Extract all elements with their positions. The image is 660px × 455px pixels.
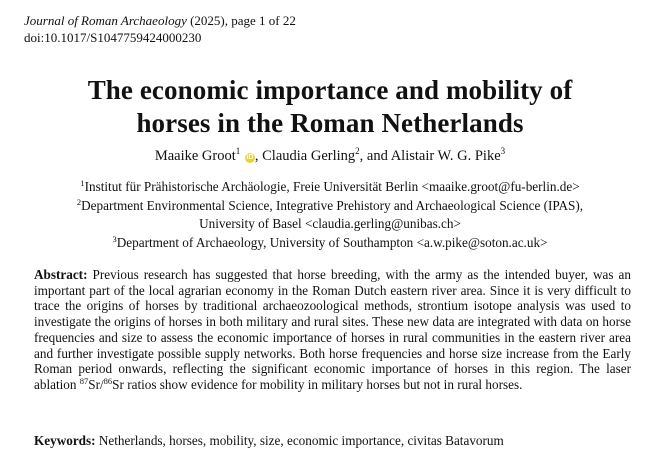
author-affil-number: 2 — [355, 146, 360, 156]
affiliation-number: 2 — [76, 196, 82, 207]
affiliation-line — [0, 197, 660, 216]
affiliation-number: 3 — [112, 233, 117, 244]
orcid-icon[interactable]: iD — [246, 154, 254, 161]
doi[interactable]: doi:10.1017/S1047759424000230 — [24, 30, 202, 45]
affiliation-line — [0, 215, 660, 234]
journal-header — [24, 12, 296, 46]
keywords-text: Netherlands, horses, mobility, size, economic importance, civitas Batavorum — [95, 433, 504, 448]
isotope-mass-number: 86 — [103, 375, 113, 386]
isotope-element: Sr — [112, 376, 124, 392]
title-line-2: horses in the Roman Netherlands — [136, 108, 524, 138]
author-affil-number: 3 — [500, 146, 506, 156]
affiliation-text: University of Basel <claudia.gerling@unibas.ch> — [199, 216, 461, 231]
abstract-text-end: ratios show evidence for mobility in military horses but not in rural horses. — [123, 376, 523, 392]
title-line-1: The economic importance and mobility of — [87, 75, 573, 105]
affiliation-text: Department Environmental Science, Integrative Prehistory and Archaeological Science (IPAS), — [81, 197, 584, 213]
abstract-text: Previous research has suggested that horse breeding, with the army as the intended buyer, was an important part of the local agrarian economy in the Roman Dutch eastern river area. Since it is very difficult to trace the origins of horses by traditional archaeozoological methods, strontium isotope analysis was used to investigate the origins of horses in both military and rural sites. These new data are integrated with data on horse frequencies and size to assess the economic importance of horses in rural communities in the eastern river area and further investigate possible supply networks. Both horse frequencies and horse size increase from the Early Roman period onwards, reflecting the significant economic importance of horses in this region. The laser ablation — [34, 267, 631, 392]
journal-name: Journal of Roman Archaeology — [24, 13, 187, 28]
keywords — [34, 433, 631, 449]
abstract-label: Abstract: — [34, 267, 88, 282]
isotope-mass-number: 87 — [79, 375, 89, 386]
keywords-label: Keywords: — [34, 433, 96, 448]
author-separator: , — [254, 148, 263, 164]
affiliation-number: 1 — [80, 178, 85, 188]
affiliation-text: Department of Archaeology, University of Southampton <a.w.pike@soton.ac.uk> — [116, 234, 548, 250]
author-name[interactable]: Maaike Groot — [154, 148, 236, 164]
affiliation-line — [0, 234, 660, 253]
affiliation-text: Institut für Prähistorische Archäologie, Freie Universität Berlin <maaike.groot@fu-berlin.de> — [84, 179, 580, 194]
author-name[interactable]: Claudia Gerling — [262, 148, 356, 164]
article-title — [0, 74, 660, 140]
citation-line — [24, 12, 296, 29]
citation-pages: (2025), page 1 of 22 — [186, 13, 296, 28]
isotope-element: Sr/ — [88, 376, 104, 392]
affiliations — [0, 178, 660, 252]
author-affil-number: 1 — [235, 146, 241, 156]
author-list — [0, 147, 660, 165]
affiliation-line — [0, 178, 660, 197]
abstract — [34, 267, 631, 393]
author-name[interactable]: Alistair W. G. Pike — [390, 148, 501, 164]
author-separator: , and — [359, 148, 391, 164]
